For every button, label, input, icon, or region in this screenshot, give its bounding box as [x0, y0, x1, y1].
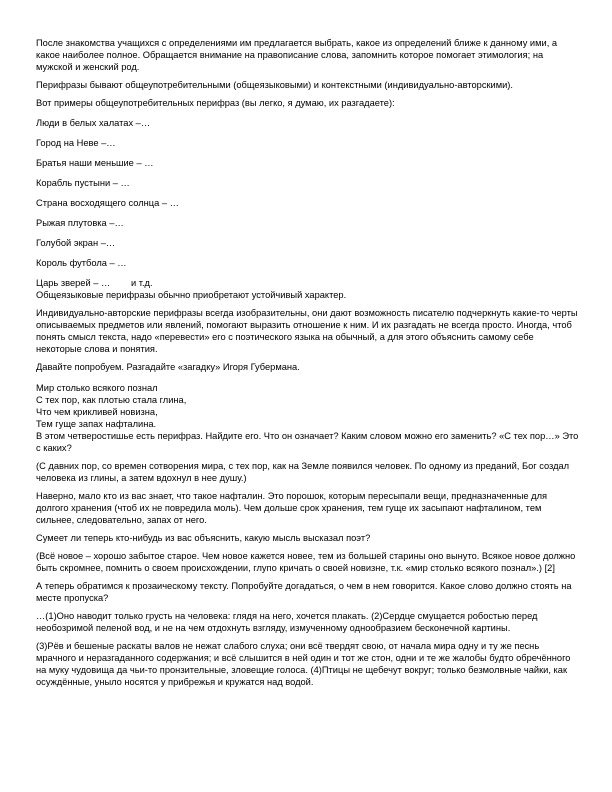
paragraph-question: Сумеет ли теперь кто-нибудь из вас объяснить, какую мысль высказал поэт?: [36, 533, 371, 543]
periphrasis-types-paragraph: Перифразы бывают общеупотребительными (общеязыковыми) и контекстными (индивидуально-авторскими).: [36, 80, 513, 90]
paragraph-prose-part1: …(1)Оно наводит только грусть на человека: глядя на него, хочется плакать. (2)Сердце смущается робостью перед необозримой пеленой вод, и не на чем отдохнуть взгляду, измученному однообразием бесконечной картины.: [36, 611, 538, 633]
examples-intro-paragraph: Вот примеры общеупотребительных перифраз (вы легко, я думаю, их разгадаете):: [36, 98, 395, 108]
list-item: Братья наши меньшие – …: [36, 158, 154, 168]
paragraph-prose-task: А теперь обратимся к прозаическому тексту. Попробуйте догадаться, о чем в нем говорится. Какое слово должно стоять на месте пропуска?: [36, 581, 572, 603]
list-item: Люди в белых халатах –…: [36, 118, 151, 128]
list-item: Голубой экран –…: [36, 238, 116, 248]
list-item: Король футбола – …: [36, 258, 127, 268]
paragraph-prose-part2: (3)Рёв и бешеные раскаты валов не нежат слабого слуха; они всё твердят свою, от начала мира одну и ту же песнь мрачного и неразгаданного содержания; и всё слышится в ней один и тот же стон, одни и те же жалобы будто обречённого на муку чудовища да чьи-то пронзительные, зловещие голоса. (4)Птицы не щебечут вокруг; только безмолвные чайки, как осуждённые, уныло носятся у прибрежья и кружатся над водой.: [36, 641, 571, 687]
riddle-intro-paragraph: Давайте попробуем. Разгадайте «загадку» Игоря Губермана.: [36, 362, 300, 372]
paragraph-answer-new-old: (Всё новое – хорошо забытое старое. Чем новое кажется новее, тем из большей старины оно вынуто. Всякое новое должно быть скромнее, помнить о своем происхождении, глупо кричать о своей новизне, т.к. «мир столько всякого познал».) [2]: [36, 551, 576, 573]
list-item: Страна восходящего солнца – …: [36, 198, 179, 208]
poem-question: В этом четверостишье есть перифраз. Найдите его. Что он означает? Каким словом можно его заменить? «С тех пор…» Это с каких?: [36, 431, 579, 453]
poem-block: [36, 382, 580, 430]
examples-list: [36, 117, 580, 289]
intro-paragraph: После знакомства учащихся с определениями им предлагается выбрать, какое из определений ближе к данному ими, а какое наиболее полное. Обращается внимание на правописание слова, запомнить которое помогает этимология; на мужской и женский род.: [36, 38, 558, 72]
poem-line: Что чем крикливей новизна,: [36, 407, 158, 417]
poem-line: С тех пор, как плотью стала глина,: [36, 395, 187, 405]
paragraph-naphthalene: Наверно, мало кто из вас знает, что такое нафталин. Это порошок, которым пересыпали вещи, предназначенные для долгого хранения (чтоб их не повредила моль). Чем дольше срок хранения, тем гуще их засыпают нафталином, тем сильнее, следовательно, запах от него.: [36, 491, 548, 525]
list-item: Корабль пустыни – …: [36, 178, 130, 188]
poem-line: Мир столько всякого познал: [36, 383, 158, 393]
author-periphrasis-paragraph: Индивидуально-авторские перифразы всегда изобразительны, они дают возможность писателю подчеркнуть какие-то черты описываемых предметов или явлений, помогают выразить отношение к ним. И их разгадать не всегда просто. Иногда, чтоб понять смысл текста, надо «перевести» его с поэтического языка на обычный, а для этого объяснить самому себе некоторые слова и понятия.: [36, 308, 578, 354]
poem-line: Тем гуще запах нафталина.: [36, 419, 157, 429]
general-note: Общеязыковые перифразы обычно приобретают устойчивый характер.: [36, 290, 347, 300]
document-page: [36, 37, 580, 694]
list-item: Рыжая плутовка –…: [36, 218, 124, 228]
paragraph-answer-creation: (С давних пор, со времен сотворения мира, с тех пор, как на Земле появился человек. По одному из преданий, Бог создал человека из глины, а затем вдохнул в нее душу.): [36, 461, 570, 483]
list-item: Город на Неве –…: [36, 138, 116, 148]
list-item: Царь зверей – … и т.д.: [36, 278, 153, 288]
